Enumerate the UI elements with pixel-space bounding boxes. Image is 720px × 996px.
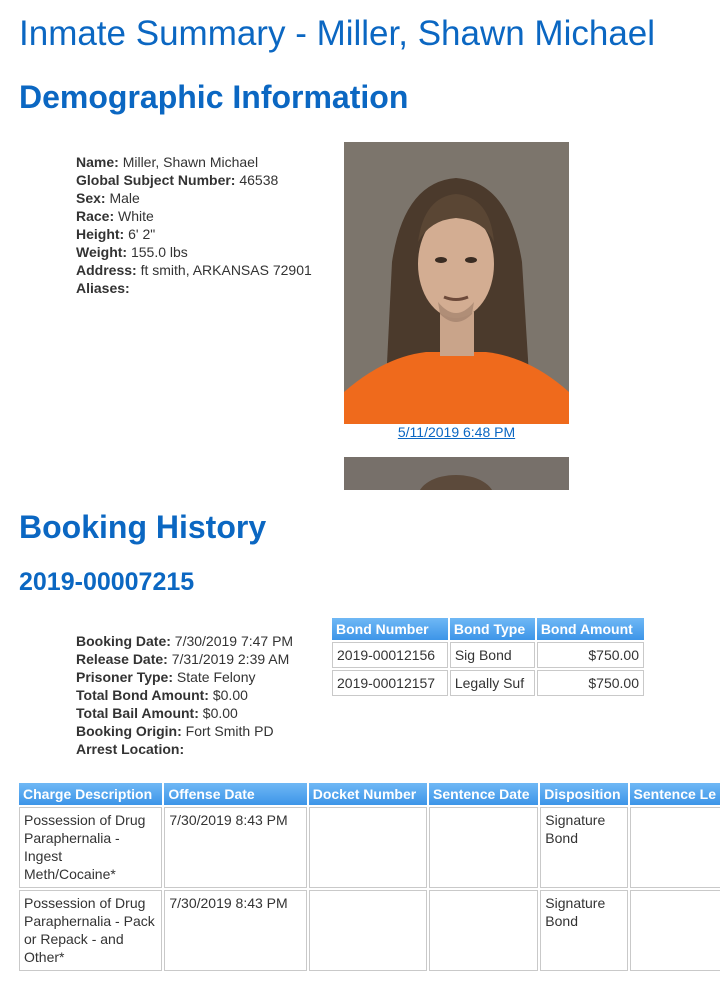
offense-date-cell: 7/30/2019 8:43 PM <box>164 807 306 888</box>
field-name: Name: Miller, Shawn Michael <box>76 154 259 170</box>
docket-number-cell <box>309 807 427 888</box>
charge-table <box>17 781 720 973</box>
mugshot-image <box>344 142 569 424</box>
booking-history-heading: Booking History <box>19 509 267 545</box>
detail-booking-origin: Booking Origin: Fort Smith PD <box>76 723 274 739</box>
table-row <box>19 890 720 971</box>
sentence-length-cell <box>630 807 720 888</box>
bond-number-cell: 2019-00012157 <box>332 670 448 696</box>
second-photo-thumbnail[interactable] <box>344 457 569 490</box>
charge-header-row <box>19 783 720 805</box>
detail-booking-date: Booking Date: 7/30/2019 7:47 PM <box>76 633 294 649</box>
detail-total-bond: Total Bond Amount: $0.00 <box>76 687 248 703</box>
field-aliases: Aliases: <box>76 280 130 296</box>
table-row <box>332 642 644 668</box>
detail-prisoner-type: Prisoner Type: State Felony <box>76 669 256 685</box>
bond-table <box>330 616 646 698</box>
booking-details <box>76 632 293 758</box>
bond-header-number[interactable]: Bond Number <box>332 618 448 640</box>
charge-header-sentence-date[interactable]: Sentence Date <box>429 783 538 805</box>
charge-description-cell: Possession of Drug Paraphernalia - Pack or Repack - and Other* <box>19 890 162 971</box>
sentence-length-cell <box>630 890 720 971</box>
docket-number-cell <box>309 890 427 971</box>
detail-release-date: Release Date: 7/31/2019 2:39 AM <box>76 651 290 667</box>
field-height: Height: 6' 2" <box>76 226 156 242</box>
bond-type-cell: Sig Bond <box>450 642 535 668</box>
field-global-subject-number: Global Subject Number: 46538 <box>76 172 279 188</box>
bond-type-cell: Legally Suf <box>450 670 535 696</box>
bond-header-type[interactable]: Bond Type <box>450 618 535 640</box>
bond-header-amount[interactable]: Bond Amount <box>537 618 644 640</box>
demographic-info <box>76 153 312 297</box>
table-row <box>332 670 644 696</box>
field-weight: Weight: 155.0 lbs <box>76 244 188 260</box>
disposition-cell: Signature Bond <box>540 890 627 971</box>
disposition-cell: Signature Bond <box>540 807 627 888</box>
bond-amount-cell: $750.00 <box>537 642 644 668</box>
field-sex: Sex: Male <box>76 190 140 206</box>
mugshot-photo[interactable] <box>344 142 569 424</box>
bond-header-row <box>332 618 644 640</box>
offense-date-cell: 7/30/2019 8:43 PM <box>164 890 306 971</box>
bond-number-cell: 2019-00012156 <box>332 642 448 668</box>
charge-description-cell: Possession of Drug Paraphernalia - Ingest Meth/Cocaine* <box>19 807 162 888</box>
sentence-date-cell <box>429 807 538 888</box>
field-address: Address: ft smith, ARKANSAS 72901 <box>76 262 312 278</box>
booking-number: 2019-00007215 <box>19 568 195 596</box>
field-race: Race: White <box>76 208 154 224</box>
bond-amount-cell: $750.00 <box>537 670 644 696</box>
charge-header-disposition[interactable]: Disposition <box>540 783 627 805</box>
charge-table-container[interactable] <box>17 781 720 996</box>
demographic-heading: Demographic Information <box>19 79 409 115</box>
table-row <box>19 807 720 888</box>
charge-header-offense-date[interactable]: Offense Date <box>164 783 306 805</box>
page-title: Inmate Summary - Miller, Shawn Michael <box>19 14 656 53</box>
photo-date-link[interactable]: 5/11/2019 6:48 PM <box>397 424 516 440</box>
detail-total-bail: Total Bail Amount: $0.00 <box>76 705 238 721</box>
detail-arrest-location: Arrest Location: <box>76 741 185 757</box>
second-photo-image <box>344 457 569 490</box>
charge-header-description[interactable]: Charge Description <box>19 783 162 805</box>
charge-header-sentence-length[interactable]: Sentence Le <box>630 783 720 805</box>
charge-header-docket-number[interactable]: Docket Number <box>309 783 427 805</box>
sentence-date-cell <box>429 890 538 971</box>
